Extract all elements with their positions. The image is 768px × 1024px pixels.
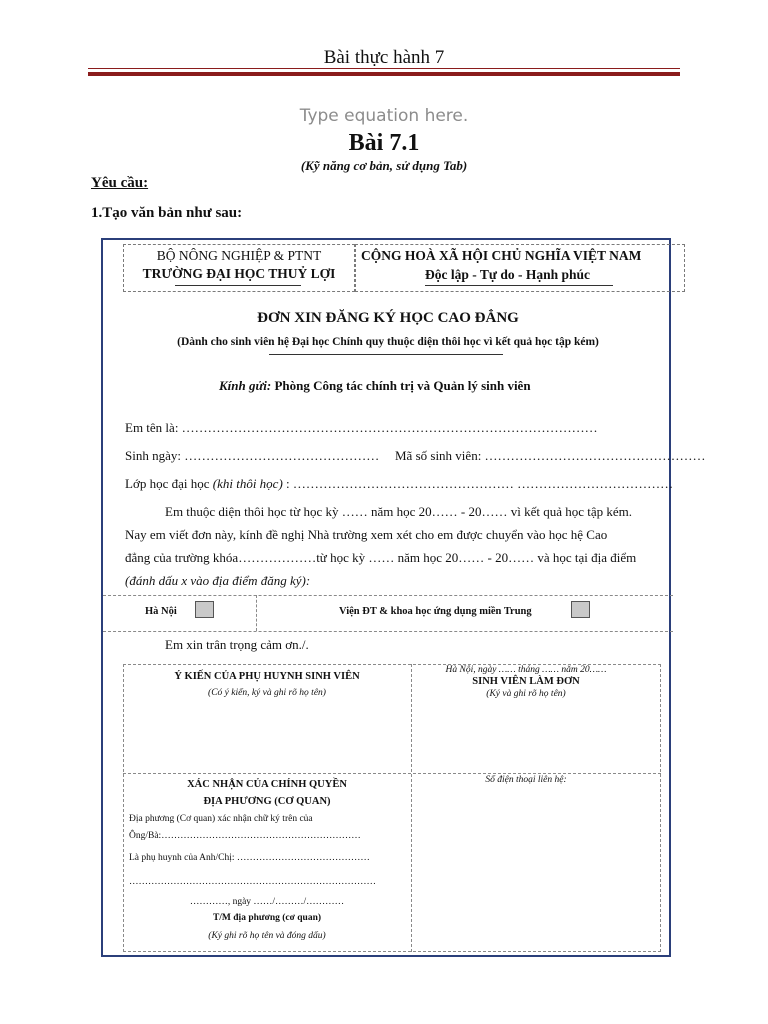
form-authority-title-2: ĐỊA PHƯƠNG (CƠ QUAN) [203, 796, 331, 807]
form-para-1: Em thuộc diện thôi học từ học kỳ …… năm học 20…… - 20…… vì kết quả học tập kém. [165, 504, 633, 519]
form-sign-bottom [123, 951, 661, 952]
form-authority-sign: T/M địa phương (cơ quan) [212, 913, 322, 923]
form-para-2: Nay em viết đơn này, kính đề nghị Nhà trường xem xét cho em được chuyển vào học hệ Cao [125, 527, 608, 542]
form-subtitle: (Dành cho sinh viên hệ Đại học Chính quy thuộc diện thôi học vì kết quả học tập kém) [177, 336, 599, 348]
lesson-title: Bài 7.1 [348, 130, 420, 156]
form-location-2: Viện ĐT & khoa học ứng dụng miền Trung [339, 606, 532, 617]
form-subtitle-underline [269, 354, 503, 355]
form-class-line [125, 476, 673, 492]
form-motto: Độc lập - Tự do - Hạnh phúc [425, 267, 591, 282]
form-date-line: Hà Nội, ngày …… tháng …… năm 20…… [445, 665, 607, 675]
form-parent-title: Ý KIẾN CỦA PHỤ HUYNH SINH VIÊN [174, 671, 360, 682]
form-student-note: (Ký và ghi rõ họ tên) [486, 689, 566, 699]
form-checkbox-hanoi [195, 601, 214, 618]
form-para-3: đẳng của trường khóa………………từ học kỳ …… năm học 20…… - 20…… và học tại địa điểm [125, 550, 637, 565]
form-recipient-label: Kính gửi: [219, 378, 272, 393]
form-motto-underline [425, 285, 613, 286]
form-phone-label: Số điện thoại liên hệ: [485, 775, 567, 785]
form-class-prefix: Lớp học đại học [125, 476, 210, 491]
form-sign-middle [411, 664, 412, 952]
form-authority-date: …………, ngày ……/………/………… [189, 897, 345, 907]
form-class-italic: (khi thôi học) [212, 476, 283, 491]
form-location-bottom-border [103, 631, 673, 632]
equation-placeholder[interactable]: Type equation here. [299, 106, 469, 126]
form-school-underline [175, 285, 301, 286]
header-rule-thin [88, 68, 680, 69]
form-sign-right [660, 664, 661, 952]
form-school: TRƯỜNG ĐẠI HỌC THUỶ LỢI [142, 266, 336, 281]
requirement-label: Yêu cầu: [91, 175, 149, 191]
form-student-title: SINH VIÊN LÀM ĐƠN [472, 676, 580, 687]
form-authority-line-3: Là phụ huynh của Anh/Chị: …………………………………… [129, 853, 370, 863]
form-closing: Em xin trân trọng cảm ơn./. [165, 637, 309, 652]
header-rule-thick [88, 72, 680, 76]
page-header-title: Bài thực hành 7 [323, 47, 445, 68]
form-class-rest: : …………………………………………… ……………………………… [286, 476, 674, 491]
form-checkbox-mien-trung [571, 601, 590, 618]
form-para-4: (đánh dấu x vào địa điểm đăng ký): [125, 573, 311, 588]
form-location-top-border [103, 595, 673, 596]
form-location-1: Hà Nội [145, 606, 177, 617]
form-name-line: Em tên là: …………………………………………………………………………………… [125, 420, 598, 435]
form-authority-line-4: …………………………………………………………………… [129, 877, 376, 887]
form-sign-left [123, 664, 124, 952]
task-label: 1.Tạo văn bản như sau: [91, 205, 243, 221]
form-recipient: Phòng Công tác chính trị và Quản lý sinh viên [274, 378, 531, 393]
form-dob-line: Sinh ngày: ……………………………………… [125, 448, 380, 463]
form-parent-note: (Có ý kiến, ký và ghi rõ họ tên) [208, 688, 326, 698]
form-authority-line-2: Ông/Bà:……………………………………………………… [129, 831, 361, 841]
form-ministry: BỘ NÔNG NGHIỆP & PTNT [156, 248, 322, 263]
form-sign-mid-row [123, 773, 661, 774]
form-title: ĐƠN XIN ĐĂNG KÝ HỌC CAO ĐẲNG [257, 310, 519, 326]
form-authority-title-1: XÁC NHẬN CỦA CHÍNH QUYỀN [187, 779, 347, 790]
lesson-subtitle: (Kỹ năng cơ bản, sử dụng Tab) [300, 158, 468, 173]
form-location-divider [256, 595, 257, 631]
form-authority-sign-note: (Ký ghi rõ họ tên và đóng dấu) [208, 931, 326, 941]
form-authority-line-1: Địa phương (Cơ quan) xác nhận chữ ký trên của [129, 814, 313, 824]
form-republic: CỘNG HOÀ XÃ HỘI CHỦ NGHĨA VIỆT NAM [361, 248, 642, 263]
form-image [101, 238, 706, 957]
form-recipient-row [219, 378, 531, 394]
form-student-id-line: Mã số sinh viên: …………………………………………… [395, 448, 706, 463]
